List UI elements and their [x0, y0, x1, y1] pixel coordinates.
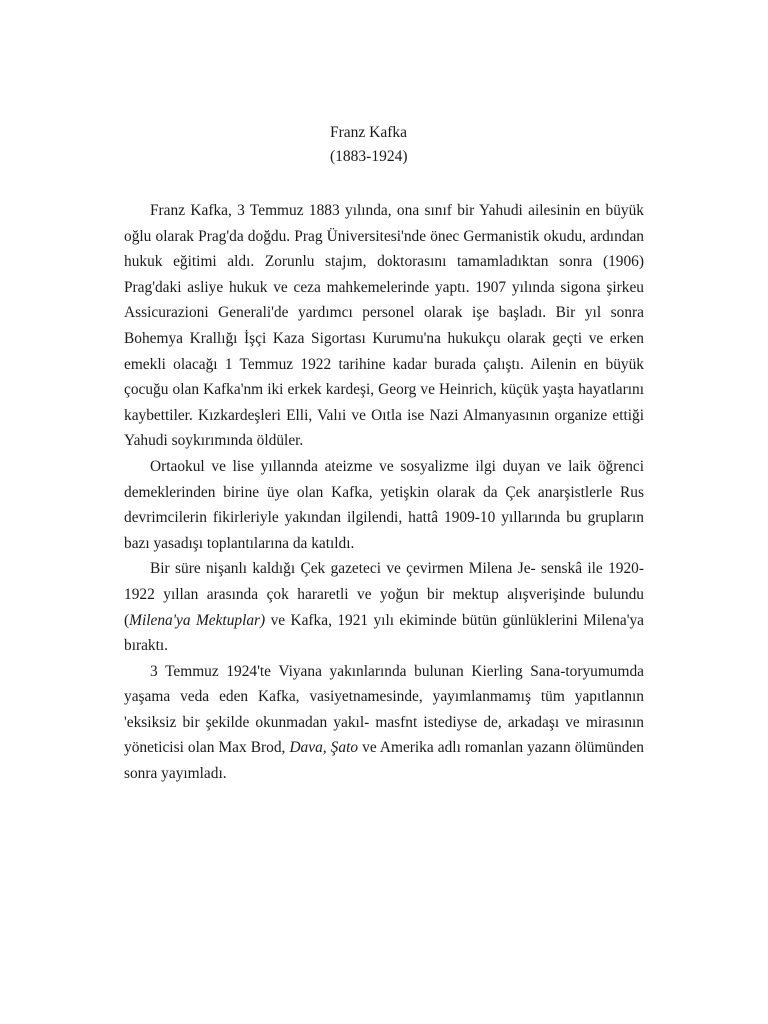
paragraph-text: 3 Temmuz 1924'te Viyana yakınlarında bulunan Kierling Sana-toryumumda yaşama veda eden Kafka, vasiyetnamesinde, yayımlanmamış tüm yapıtlannın 'eksiksiz bir şekilde okunmadan yakıl- masfnt istediyse de, arkadaşı ve mirasının yöneticisi olan Max Brod,: [124, 662, 644, 757]
body-paragraph: [124, 556, 644, 658]
italic-title-text: Milena'ya Mektuplar): [129, 611, 266, 629]
body-paragraph: [124, 454, 644, 556]
paragraph-text: Franz Kafka, 3 Temmuz 1883 yılında, ona sınıf bir Yahudi ailesinin en büyük oğlu olarak Prag'da doğdu. Prag Üniversitesi'nde önec Germanistik okudu, ardından hukuk eğitimi aldı. Zorunlu stajım, doktorasını tamamladıktan sonra (1906) Prag'daki asliye hukuk ve ceza mahkemelerinde yaptı. 1907 yılında sigona şirkeu Assicurazioni Generali'de yardımcı personel olarak işe başladı. Bir yıl sonra Bohemya Krallığı İşçi Kaza Sigortası Kurumu'na hukukçu olarak geçti ve erken emekli olacağı 1 Temmuz 1922 tarihine kadar burada çalıştı. Ailenin en büyük çocuğu olan Kafka'nm iki erkek kardeşi, Georg ve Heinrich, küçük yaşta hayatlarını kaybettiler. Kızkardeşleri Elli, Valıi ve Oıtla ise Nazi Almanyasının organize ettiği Yahudi soykırımında öldüler.: [124, 202, 644, 450]
title-block: [330, 121, 490, 169]
paragraph-text: Ortaokul ve lise yıllannda ateizme ve sosyalizme ilgi duyan ve laik öğrenci demeklerinden birine üye olan Kafka, yetişkin olarak da Çek anarşistlerle Rus devrimcilerin fikirleriyle yakından ilgilendi, hattâ 1909-10 yıllarında bu grupların bazı yasadışı toplantılarına da katıldı.: [124, 457, 644, 552]
paragraph-text: ve Amerika adlı romanlan yazann ölümünden sonra yayımladı.: [124, 739, 644, 783]
document-dates: (1883-1924): [330, 148, 408, 165]
body-paragraph: [124, 198, 644, 454]
document-title: Franz Kafka: [330, 124, 408, 141]
body-text: [124, 198, 644, 787]
body-paragraph: [124, 659, 644, 787]
paragraph-text: Bir süre nişanlı kaldığı Çek gazeteci ve çevirmen Milena Je- senskâ ile 1920-1922 yıllan arasında çok hararetli ve yoğun bir mektup alışverişinde bulundu (: [124, 560, 644, 629]
paragraph-text: ve Kafka, 1921 yılı ekiminde bütün günlüklerini Milena'ya bıraktı.: [124, 611, 645, 655]
italic-title-text: Dava, Şato: [289, 739, 359, 757]
